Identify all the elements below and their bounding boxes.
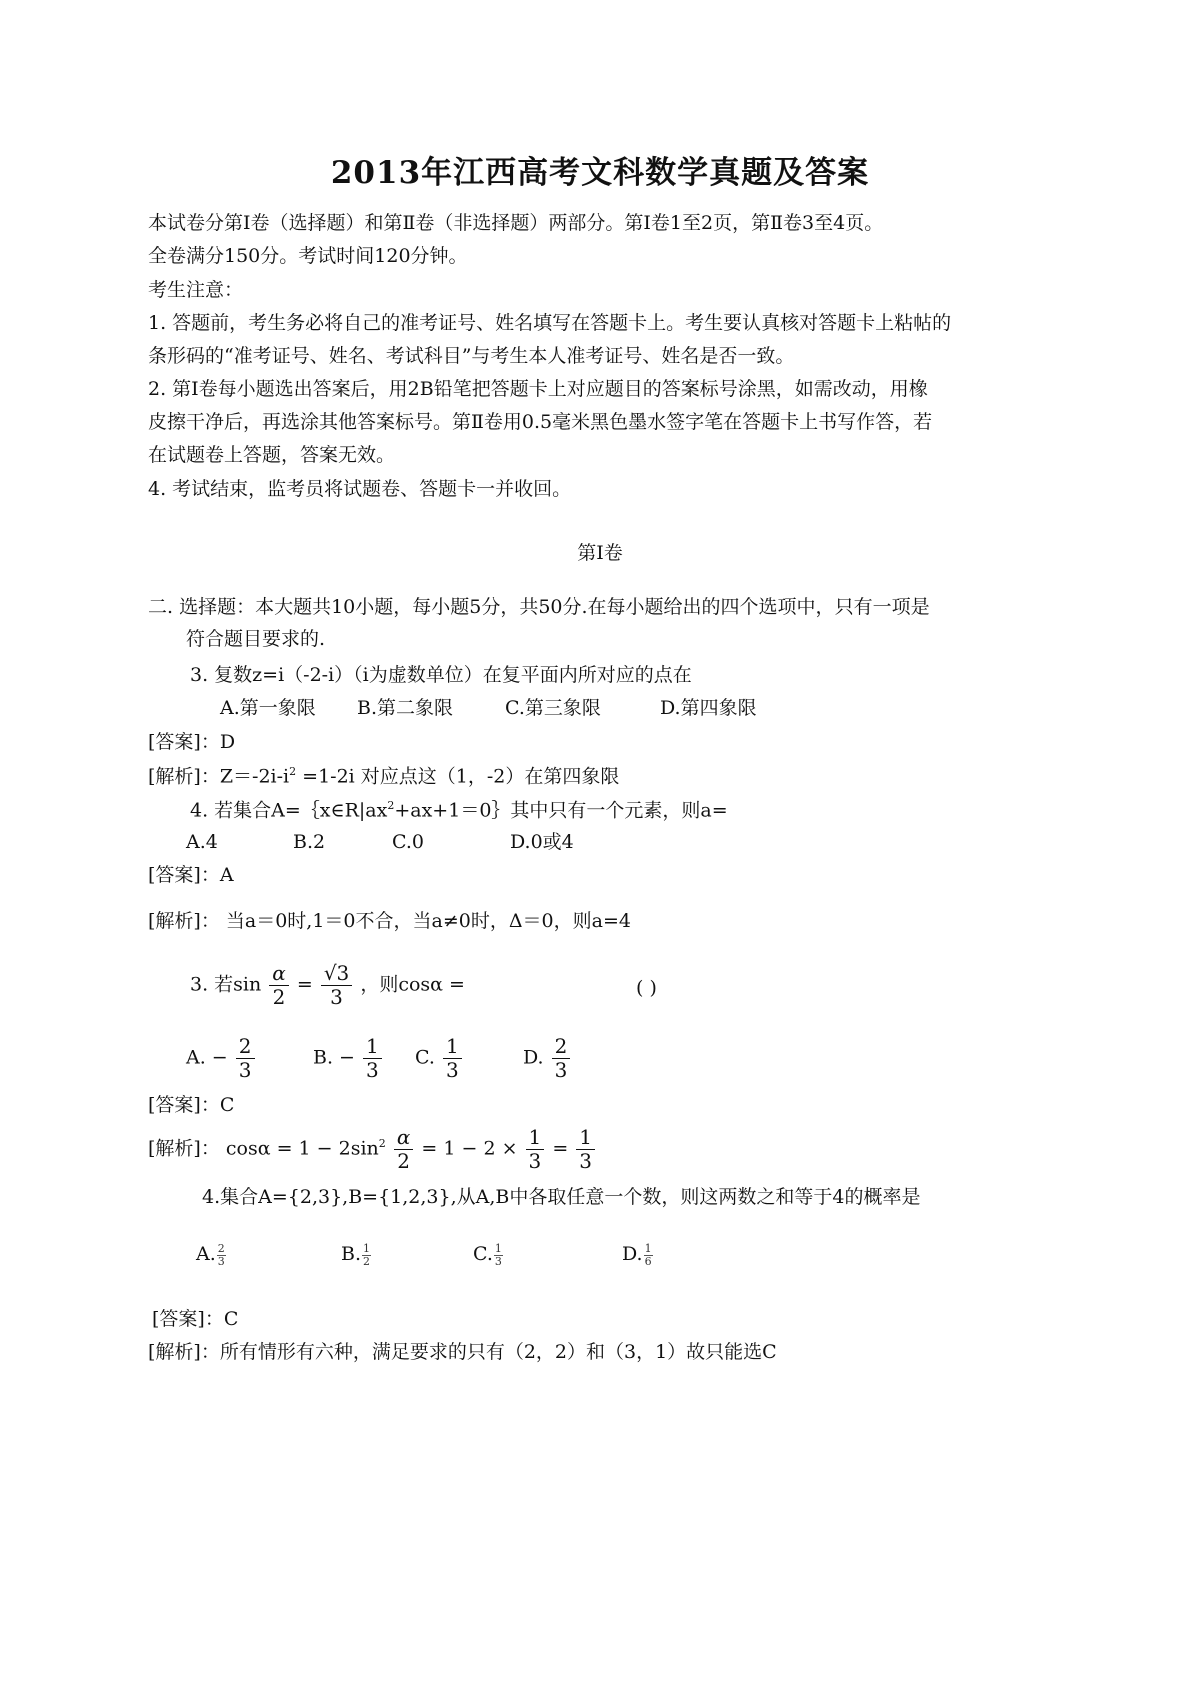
denominator: 3 xyxy=(217,1254,225,1268)
question-1-analysis xyxy=(148,766,619,786)
analysis-text-rest: =1-2i 对应点这（1，-2）在第四象限 xyxy=(296,765,620,788)
page-title: 2013年江西高考文科数学真题及答案 xyxy=(330,155,870,191)
notice-item-2-cont: 皮擦干净后，再选涂其他答案标号。第Ⅱ卷用0.5毫米黑色墨水签字笔在答题卡上书写作答，若 xyxy=(148,411,933,433)
question-3-option-a xyxy=(186,1035,257,1082)
denominator: 3 xyxy=(445,1058,459,1082)
numerator: α xyxy=(394,1126,414,1150)
exponent: 2 xyxy=(378,1137,386,1151)
denominator: 3 xyxy=(238,1058,252,1082)
option-label: C. xyxy=(415,1046,435,1069)
numerator: 2 xyxy=(217,1242,225,1255)
analysis-expression: cosα = 1 − 2sin xyxy=(225,1137,379,1160)
fraction xyxy=(494,1243,503,1267)
fraction xyxy=(443,1035,462,1082)
question-1-option-c: C.第三象限 xyxy=(505,697,601,719)
fraction xyxy=(321,962,352,1009)
stem-text-rest: +ax+1＝0｝其中只有一个元素，则a= xyxy=(394,799,728,822)
question-4-option-d xyxy=(622,1243,653,1267)
fraction xyxy=(363,1035,382,1082)
denominator: 6 xyxy=(644,1254,652,1268)
notice-item-2-cont-2: 在试题卷上答题，答案无效。 xyxy=(148,444,396,466)
numerator: 1 xyxy=(494,1242,502,1255)
stem-text: 3. 若sin xyxy=(190,973,262,996)
equals-sign: = xyxy=(296,973,313,996)
exponent: 2 xyxy=(289,765,297,778)
denominator: 3 xyxy=(579,1149,593,1173)
option-label: D. xyxy=(523,1046,544,1069)
question-2-option-d: D.0或4 xyxy=(510,831,574,853)
denominator: 2 xyxy=(397,1149,410,1173)
option-label: C. xyxy=(473,1243,493,1266)
question-4-stem: 4.集合A={2,3},B={1,2,3},从A,B中各取任意一个数，则这两数之和等于4的概率是 xyxy=(202,1186,921,1208)
section-intro-cont: 符合题目要求的. xyxy=(186,628,326,650)
exponent: 2 xyxy=(387,799,395,812)
question-1-stem: 3. 复数z=i（-2-i）（i为虚数单位）在复平面内所对应的点在 xyxy=(190,664,692,686)
numerator: 2 xyxy=(552,1035,571,1059)
question-4-option-c xyxy=(473,1243,503,1267)
question-1-answer: [答案]：D xyxy=(148,731,236,753)
intro-line-1: 本试卷分第Ⅰ卷（选择题）和第Ⅱ卷（非选择题）两部分。第Ⅰ卷1至2页，第Ⅱ卷3至4页。 xyxy=(148,212,884,234)
fraction xyxy=(362,1243,371,1267)
notice-item-4: 4. 考试结束，监考员将试题卷、答题卡一并收回。 xyxy=(148,478,572,500)
analysis-expression: = 1 − 2 × xyxy=(421,1137,518,1160)
question-2-option-b: B.2 xyxy=(293,831,326,853)
question-3-stem xyxy=(190,962,465,1009)
question-4-analysis: [解析]：所有情形有六种，满足要求的只有（2，2）和（3，1）故只能选C xyxy=(148,1341,777,1363)
question-4-option-a xyxy=(196,1243,226,1267)
option-label: A. − xyxy=(186,1046,228,1069)
denominator: 3 xyxy=(554,1058,568,1082)
option-label: A. xyxy=(196,1243,216,1266)
notice-item-1: 1. 答题前，考生务必将自己的准考证号、姓名填写在答题卡上。考生要认真核对答题卡上粘帖的 xyxy=(148,312,952,334)
numerator: α xyxy=(269,962,289,986)
question-4-answer: [答案]：C xyxy=(152,1308,239,1330)
notice-heading: 考生注意： xyxy=(148,279,244,301)
question-3-option-c xyxy=(415,1035,464,1082)
fraction xyxy=(269,962,289,1009)
numerator: 1 xyxy=(576,1126,595,1150)
fraction xyxy=(576,1126,595,1173)
question-2-analysis: [解析]： 当a＝0时,1＝0不合，当a≠0时，Δ＝0，则a=4 xyxy=(148,910,631,932)
question-2-option-a: A.4 xyxy=(186,831,218,853)
notice-item-2: 2. 第Ⅰ卷每小题选出答案后，用2B铅笔把答题卡上对应题目的答案标号涂黑，如需改动，用橡 xyxy=(148,378,928,400)
fraction xyxy=(217,1243,226,1267)
fraction xyxy=(394,1126,414,1173)
numerator: 1 xyxy=(526,1126,545,1150)
question-3-option-d xyxy=(523,1035,572,1082)
question-4-option-b xyxy=(341,1243,371,1267)
option-label: B. − xyxy=(313,1046,355,1069)
question-3-answer: [答案]：C xyxy=(148,1094,235,1116)
intro-line-2: 全卷满分150分。考试时间120分钟。 xyxy=(148,245,468,267)
fraction xyxy=(236,1035,255,1082)
question-2-answer: [答案]：A xyxy=(148,864,234,886)
analysis-text: [解析]：Z＝-2i-i xyxy=(148,765,290,788)
question-1-option-d: D.第四象限 xyxy=(660,697,757,719)
question-2-stem xyxy=(190,800,728,820)
denominator: 3 xyxy=(494,1254,502,1268)
numerator: 1 xyxy=(443,1035,462,1059)
question-2-option-c: C.0 xyxy=(392,831,424,853)
denominator: 2 xyxy=(272,985,286,1009)
denominator: 3 xyxy=(330,985,343,1009)
numerator: 2 xyxy=(236,1035,255,1059)
notice-item-1-cont: 条形码的“准考证号、姓名、考试科目”与考生本人准考证号、姓名是否一致。 xyxy=(148,345,795,367)
equals-sign: = xyxy=(552,1137,569,1160)
option-label: B. xyxy=(341,1243,362,1266)
numerator: √3 xyxy=(321,962,352,986)
section-intro: 二. 选择题：本大题共10小题，每小题5分，共50分.在每小题给出的四个选项中，只有一项是 xyxy=(148,596,930,618)
fraction xyxy=(526,1126,545,1173)
question-3-analysis xyxy=(148,1126,597,1173)
numerator: 1 xyxy=(363,1035,382,1059)
numerator: 1 xyxy=(644,1242,652,1255)
question-1-option-b: B.第二象限 xyxy=(357,697,454,719)
stem-text-rest: ，则cosα = xyxy=(360,973,465,996)
option-label: D. xyxy=(622,1243,643,1266)
fraction xyxy=(552,1035,571,1082)
section-title: 第Ⅰ卷 xyxy=(577,542,623,564)
fraction xyxy=(644,1243,653,1267)
denominator: 3 xyxy=(366,1058,379,1082)
analysis-label: [解析]： xyxy=(148,1137,220,1160)
question-1-option-a: A.第一象限 xyxy=(220,697,316,719)
numerator: 1 xyxy=(363,1242,371,1255)
denominator: 2 xyxy=(363,1254,371,1268)
answer-parentheses: ( ) xyxy=(636,977,657,999)
denominator: 3 xyxy=(528,1149,542,1173)
stem-text: 4. 若集合A=｛x∈R|ax xyxy=(190,799,388,822)
question-3-option-b xyxy=(313,1035,384,1082)
